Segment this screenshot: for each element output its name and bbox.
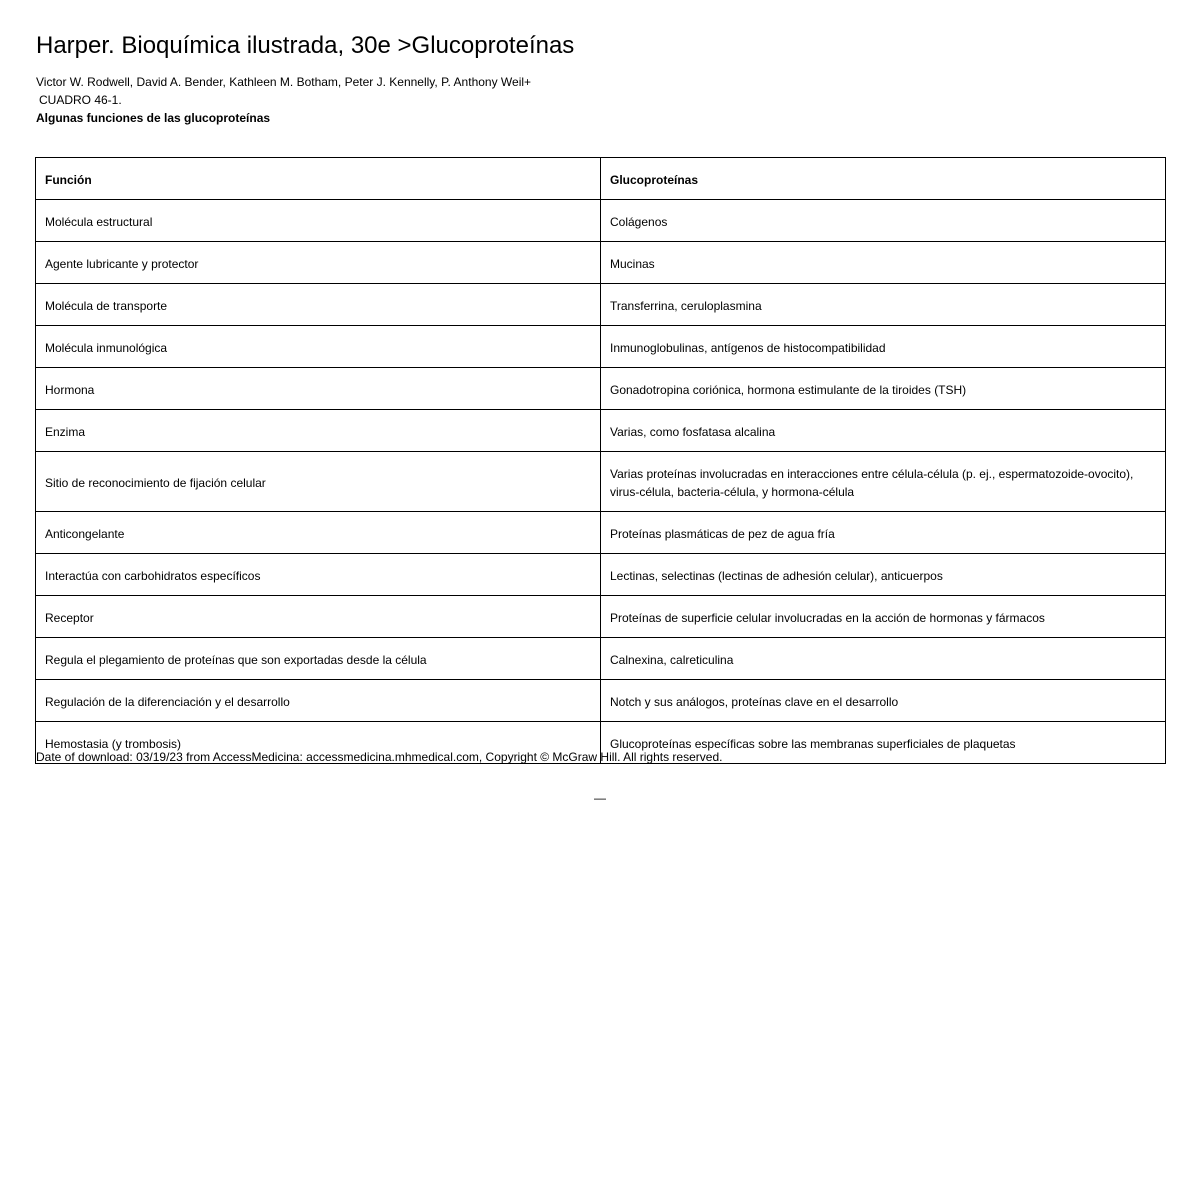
table-row xyxy=(36,680,1166,722)
function-cell: Molécula de transporte xyxy=(36,284,601,326)
authors-line: Victor W. Rodwell, David A. Bender, Kathleen M. Botham, Peter J. Kennelly, P. Anthony Weil+ xyxy=(36,75,532,89)
table-row xyxy=(36,554,1166,596)
glycoprotein-cell: Varias, como fosfatasa alcalina xyxy=(601,410,1166,452)
function-cell: Enzima xyxy=(36,410,601,452)
glycoprotein-cell: Mucinas xyxy=(601,242,1166,284)
table-body xyxy=(36,200,1166,764)
function-cell: Anticongelante xyxy=(36,512,601,554)
function-cell: Molécula inmunológica xyxy=(36,326,601,368)
glycoprotein-cell: Transferrina, ceruloplasmina xyxy=(601,284,1166,326)
table-caption: Algunas funciones de las glucoproteínas xyxy=(36,111,271,125)
table-header xyxy=(36,158,1166,200)
glycoprotein-cell: Gonadotropina coriónica, hormona estimulante de la tiroides (TSH) xyxy=(601,368,1166,410)
table-row xyxy=(36,410,1166,452)
glycoprotein-cell: Notch y sus análogos, proteínas clave en el desarrollo xyxy=(601,680,1166,722)
table-row xyxy=(36,638,1166,680)
column-header-glucoproteinas: Glucoproteínas xyxy=(601,158,1166,200)
glycoprotein-cell: Inmunoglobulinas, antígenos de histocompatibilidad xyxy=(601,326,1166,368)
glycoprotein-functions-table xyxy=(35,157,1166,764)
table-header-row xyxy=(36,158,1166,200)
page-marker: — xyxy=(594,791,606,805)
page-title: Harper. Bioquímica ilustrada, 30e >Glucoproteínas xyxy=(36,32,575,59)
table-row xyxy=(36,242,1166,284)
table-number: CUADRO 46-1. xyxy=(39,93,122,107)
table-row xyxy=(36,368,1166,410)
table-row xyxy=(36,512,1166,554)
function-cell: Receptor xyxy=(36,596,601,638)
glycoprotein-cell: Lectinas, selectinas (lectinas de adhesión celular), anticuerpos xyxy=(601,554,1166,596)
table-row xyxy=(36,596,1166,638)
glycoprotein-cell: Glucoproteínas específicas sobre las membranas superficiales de plaquetas xyxy=(601,722,1166,764)
column-header-funcion: Función xyxy=(36,158,601,200)
glycoprotein-cell: Varias proteínas involucradas en interacciones entre célula-célula (p. ej., espermatozoide-ovocito), virus-célula, bacteria-célula, y hormona-célula xyxy=(601,452,1166,512)
table-row xyxy=(36,284,1166,326)
glycoprotein-cell: Proteínas de superficie celular involucradas en la acción de hormonas y fármacos xyxy=(601,596,1166,638)
function-cell: Interactúa con carbohidratos específicos xyxy=(36,554,601,596)
download-note: Date of download: 03/19/23 from AccessMedicina: accessmedicina.mhmedical.com, Copyright © McGraw Hill. All rights reserved. xyxy=(36,750,723,764)
function-cell: Agente lubricante y protector xyxy=(36,242,601,284)
function-cell: Regulación de la diferenciación y el desarrollo xyxy=(36,680,601,722)
glycoprotein-cell: Colágenos xyxy=(601,200,1166,242)
function-cell: Hemostasia (y trombosis) xyxy=(36,722,601,764)
function-cell: Regula el plegamiento de proteínas que son exportadas desde la célula xyxy=(36,638,601,680)
table-row xyxy=(36,326,1166,368)
glycoprotein-cell: Calnexina, calreticulina xyxy=(601,638,1166,680)
table-row xyxy=(36,200,1166,242)
glycoprotein-cell: Proteínas plasmáticas de pez de agua fría xyxy=(601,512,1166,554)
function-cell: Sitio de reconocimiento de fijación celular xyxy=(36,452,601,512)
function-cell: Hormona xyxy=(36,368,601,410)
table-row xyxy=(36,452,1166,512)
function-cell: Molécula estructural xyxy=(36,200,601,242)
